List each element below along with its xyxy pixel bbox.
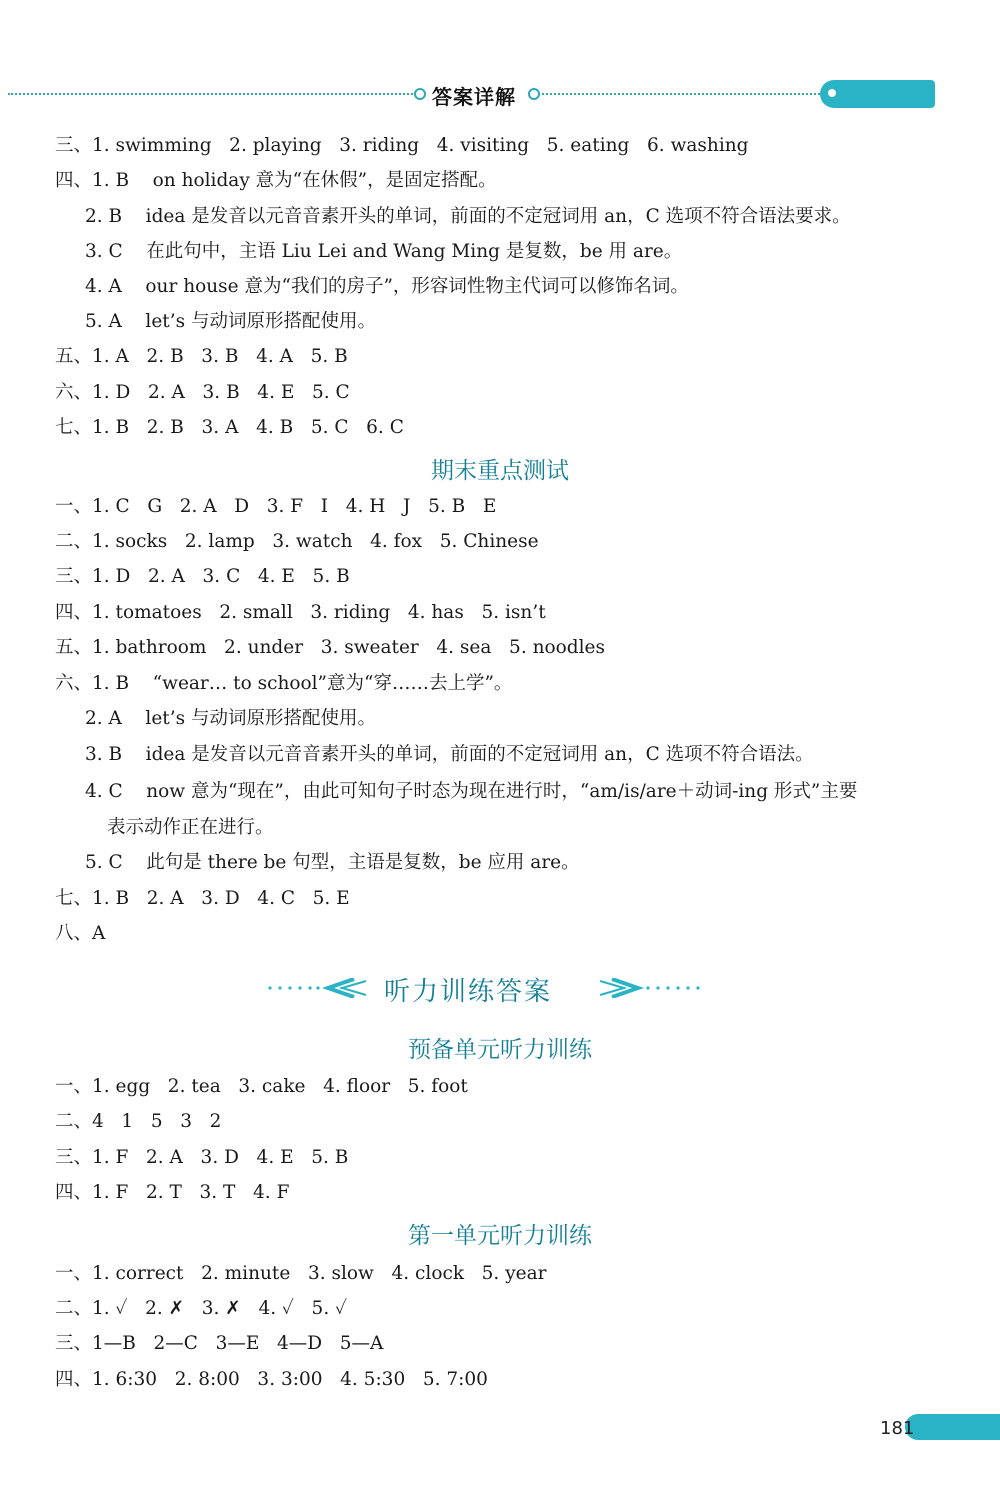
answer-line: 一、1. egg 2. tea 3. cake 4. floor 5. foot: [55, 1076, 468, 1097]
listening-heading-block: [0, 968, 1000, 1008]
header-tab: [820, 80, 935, 108]
answer-line: 四、1. 6:30 2. 8:00 3. 3:00 4. 5:30 5. 7:00: [55, 1369, 488, 1390]
answer-line: 二、4 1 5 3 2: [55, 1111, 222, 1132]
answer-line: 三、1—B 2—C 3—E 4—D 5—A: [55, 1333, 384, 1354]
page-header: [0, 78, 1000, 112]
answer-line: 3. B idea 是发音以元音音素开头的单词，前面的不定冠词用 an，C 选项不符合语法。: [85, 744, 814, 765]
right-ornament-icon: [596, 978, 716, 998]
answer-line: 二、1. ✓ 2. ✗ 3. ✗ 4. ✓ 5. ✓: [55, 1298, 348, 1319]
answer-line: 一、1. correct 2. minute 3. slow 4. clock 5. year: [55, 1263, 547, 1284]
header-dotted-rule-right: [542, 93, 824, 95]
section-title-unit1: 第一单元听力训练: [408, 1223, 592, 1249]
tab-dot-icon: [828, 89, 836, 97]
answer-line: 5. C 此句是 there be 句型，主语是复数，be 应用 are。: [85, 852, 580, 873]
answer-line: 二、1. socks 2. lamp 3. watch 4. fox 5. Chinese: [55, 531, 539, 552]
answer-line: 3. C 在此句中，主语 Liu Lei and Wang Ming 是复数，be 用 are。: [85, 241, 683, 262]
answer-line: 七、1. B 2. A 3. D 4. C 5. E: [55, 888, 350, 909]
left-ornament-icon: [266, 978, 386, 998]
answer-line: 四、1. F 2. T 3. T 4. F: [55, 1182, 290, 1203]
answer-line: 五、1. A 2. B 3. B 4. A 5. B: [55, 346, 348, 367]
answer-line: 4. C now 意为“现在”，由此可知句子时态为现在进行时，“am/is/are＋动词-ing 形式”主要: [85, 781, 858, 802]
answer-line: 2. A let’s 与动词原形搭配使用。: [85, 708, 376, 729]
answer-line: 八、A: [55, 923, 106, 944]
answer-line: 4. A our house 意为“我们的房子”，形容词性物主代词可以修饰名词。: [85, 276, 689, 297]
answer-line: 六、1. B “wear… to school”意为“穿……去上学”。: [55, 673, 513, 694]
listening-heading: 听力训练答案: [384, 977, 553, 1007]
page-number: 181: [880, 1418, 915, 1439]
answer-line: 四、1. B on holiday 意为“在休假”，是固定搭配。: [55, 170, 497, 191]
answer-line: 5. A let’s 与动词原形搭配使用。: [85, 311, 376, 332]
section-title-prep: 预备单元听力训练: [408, 1037, 592, 1063]
answer-line: 四、1. tomatoes 2. small 3. riding 4. has 5. isn’t: [55, 602, 546, 623]
answer-line: 七、1. B 2. B 3. A 4. B 5. C 6. C: [55, 417, 404, 438]
header-ring-icon: [414, 88, 426, 100]
answer-line: 一、1. C G 2. A D 3. F I 4. H J 5. B E: [55, 496, 497, 517]
answer-line: 2. B idea 是发音以元音音素开头的单词，前面的不定冠词用 an，C 选项不符合语法要求。: [85, 206, 851, 227]
answer-line: 三、1. D 2. A 3. C 4. E 5. B: [55, 566, 350, 587]
footer-tab: [905, 1414, 1000, 1440]
answer-line: 三、1. F 2. A 3. D 4. E 5. B: [55, 1147, 349, 1168]
answer-line: 三、1. swimming 2. playing 3. riding 4. visiting 5. eating 6. washing: [55, 135, 749, 156]
header-ring-icon: [528, 88, 540, 100]
header-title: 答案详解: [432, 85, 516, 109]
header-dotted-rule-left: [8, 93, 413, 95]
answer-line: 五、1. bathroom 2. under 3. sweater 4. sea 5. noodles: [55, 637, 605, 658]
answer-line-continued: 表示动作正在进行。: [107, 817, 274, 838]
section-title-final: 期末重点测试: [431, 458, 569, 484]
answer-line: 六、1. D 2. A 3. B 4. E 5. C: [55, 382, 350, 403]
